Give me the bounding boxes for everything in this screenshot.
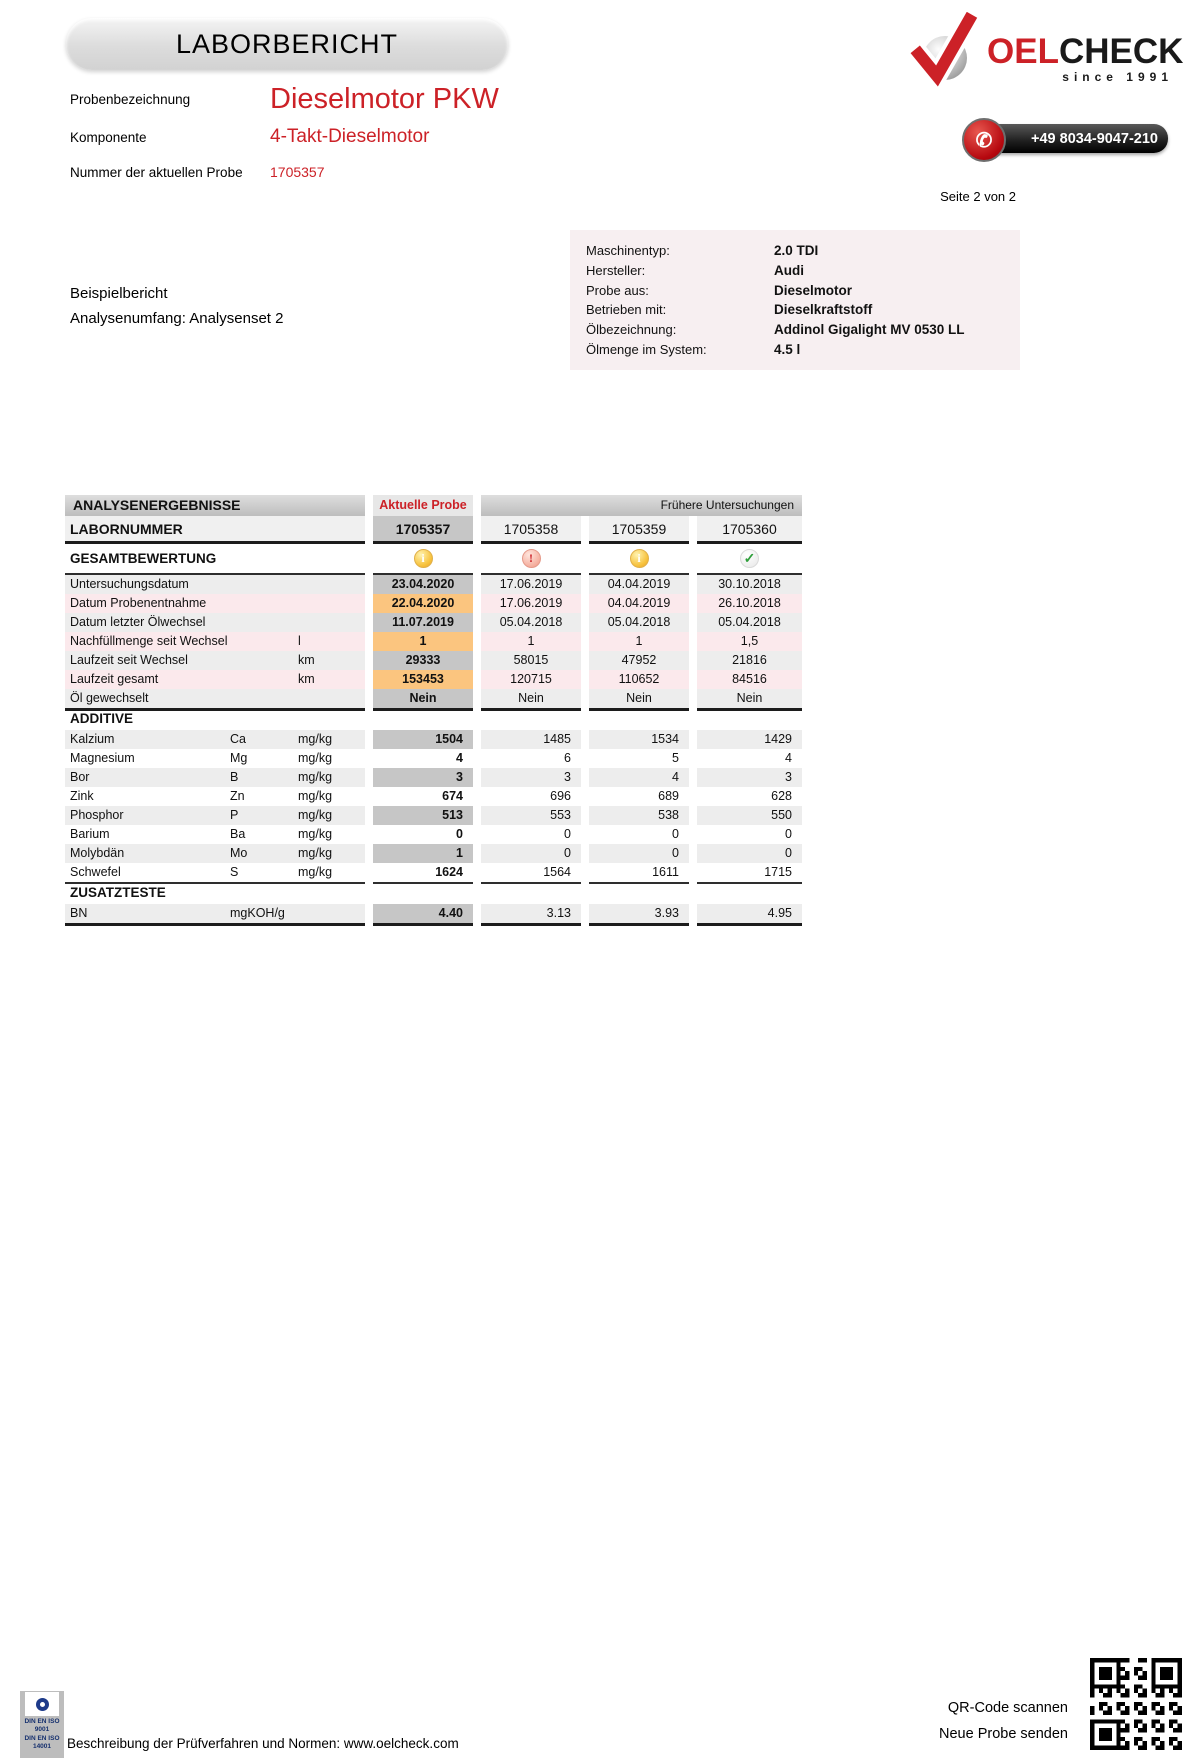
current-value-cell: 1 bbox=[373, 632, 473, 651]
row-label-cell bbox=[65, 768, 365, 787]
qr-caption-line1: QR-Code scannen bbox=[947, 1700, 1068, 1716]
row-label: GESAMTBEWERTUNG bbox=[70, 551, 217, 566]
row-label-cell bbox=[65, 844, 365, 863]
current-value-cell: 4.40 bbox=[373, 904, 473, 926]
row-label: Datum letzter Ölwechsel bbox=[70, 615, 206, 629]
rating-ok-icon: ✓ bbox=[740, 549, 759, 568]
row-label-cell bbox=[65, 806, 365, 825]
row-label: LABORNUMMER bbox=[70, 520, 183, 537]
table-header-row bbox=[65, 495, 802, 516]
general-row bbox=[65, 632, 802, 651]
machine-info-label: Ölbezeichnung: bbox=[586, 322, 677, 338]
previous-value-cell bbox=[481, 544, 581, 575]
previous-value-cell: 1,5 bbox=[697, 632, 802, 651]
machine-info-row bbox=[586, 320, 1020, 340]
row-symbol: S bbox=[230, 865, 239, 879]
report-title-text: LABORBERICHT bbox=[175, 28, 399, 59]
additive-row bbox=[65, 730, 802, 749]
current-value-cell: 0 bbox=[373, 825, 473, 844]
previous-value-cell: 1429 bbox=[697, 730, 802, 749]
row-unit: mg/kg bbox=[298, 789, 333, 803]
row-label-cell bbox=[65, 730, 365, 749]
previous-value-cell bbox=[697, 708, 802, 732]
row-unit: mg/kg bbox=[298, 865, 333, 879]
machine-info-value: 4.5 l bbox=[774, 341, 801, 357]
previous-value-cell: 84516 bbox=[697, 670, 802, 689]
previous-samples-header: Frühere Untersuchungen bbox=[481, 495, 802, 516]
oelcheck-logo bbox=[905, 12, 1184, 90]
previous-value-cell: 4 bbox=[697, 749, 802, 768]
previous-value-cell: 26.10.2018 bbox=[697, 594, 802, 613]
row-label-cell bbox=[65, 904, 365, 926]
row-symbol: Ba bbox=[230, 827, 246, 841]
general-row bbox=[65, 575, 802, 594]
current-value-cell bbox=[373, 882, 473, 906]
machine-info-value: Dieselkraftstoff bbox=[774, 302, 873, 318]
report-info-line1: Beispielbericht bbox=[70, 285, 168, 302]
machine-info-row bbox=[586, 340, 1020, 360]
rating-info-icon: i bbox=[630, 549, 649, 568]
din-iso-badge bbox=[20, 1691, 64, 1758]
row-symbol: Mo bbox=[230, 846, 248, 860]
previous-value-cell: 3.93 bbox=[589, 904, 689, 926]
row-label-cell bbox=[65, 613, 365, 632]
row-label-cell bbox=[65, 516, 365, 544]
row-unit: mg/kg bbox=[298, 846, 333, 860]
current-value-cell: 1705357 bbox=[373, 516, 473, 544]
additive-row bbox=[65, 787, 802, 806]
general-row bbox=[65, 613, 802, 632]
machine-info-value: 2.0 TDI bbox=[774, 243, 819, 258]
row-label-cell bbox=[65, 863, 365, 884]
general-row bbox=[65, 670, 802, 689]
row-label-cell bbox=[65, 575, 365, 594]
zusatztest-row bbox=[65, 904, 802, 923]
previous-value-cell bbox=[481, 708, 581, 732]
field-label-probenbezeichnung: Probenbezeichnung bbox=[70, 92, 191, 107]
previous-value-cell: 47952 bbox=[589, 651, 689, 670]
row-symbol: B bbox=[230, 770, 239, 784]
previous-value-cell: 110652 bbox=[589, 670, 689, 689]
previous-value-cell: 17.06.2019 bbox=[481, 575, 581, 594]
phone-badge bbox=[975, 124, 1168, 153]
report-title bbox=[66, 18, 508, 70]
additive-row bbox=[65, 825, 802, 844]
additive-row bbox=[65, 749, 802, 768]
row-label-cell bbox=[65, 632, 365, 651]
previous-value-cell: 05.04.2018 bbox=[697, 613, 802, 632]
brand-check: CHECK bbox=[1058, 32, 1184, 71]
row-label-cell bbox=[65, 670, 365, 689]
current-value-cell: 3 bbox=[373, 768, 473, 787]
previous-value-cell: 550 bbox=[697, 806, 802, 825]
row-label: Zink bbox=[70, 789, 94, 803]
row-unit: mg/kg bbox=[298, 827, 333, 841]
current-value-cell: 513 bbox=[373, 806, 473, 825]
row-label: Untersuchungsdatum bbox=[70, 577, 189, 591]
table-body bbox=[65, 516, 802, 923]
previous-value-cell bbox=[697, 882, 802, 906]
previous-value-cell: 0 bbox=[589, 844, 689, 863]
current-value-cell: 22.04.2020 bbox=[373, 594, 473, 613]
previous-value-cell bbox=[697, 544, 802, 575]
previous-value-cell: 0 bbox=[589, 825, 689, 844]
brand-oel: OEL bbox=[987, 32, 1059, 71]
row-label-cell bbox=[65, 787, 365, 806]
previous-value-cell: 1 bbox=[589, 632, 689, 651]
row-label-cell bbox=[65, 825, 365, 844]
previous-value-cell: 0 bbox=[697, 825, 802, 844]
previous-value-cell: 30.10.2018 bbox=[697, 575, 802, 594]
row-label-cell bbox=[65, 651, 365, 670]
phone-icon: ✆ bbox=[962, 118, 1006, 162]
labornummer-row bbox=[65, 516, 802, 544]
previous-value-cell: 628 bbox=[697, 787, 802, 806]
previous-value-cell: 05.04.2018 bbox=[589, 613, 689, 632]
current-value-cell: 23.04.2020 bbox=[373, 575, 473, 594]
previous-value-cell: Nein bbox=[697, 689, 802, 711]
current-value-cell: 153453 bbox=[373, 670, 473, 689]
field-value-komponente: 4-Takt-Dieselmotor bbox=[270, 126, 430, 147]
machine-info-row bbox=[586, 281, 1020, 301]
row-label-cell bbox=[65, 708, 365, 732]
previous-value-cell: 6 bbox=[481, 749, 581, 768]
cert-14001-line2: 14001 bbox=[32, 1742, 52, 1750]
dqs-emblem-icon bbox=[25, 1692, 59, 1716]
previous-value-cell: 1705359 bbox=[589, 516, 689, 544]
row-label: Barium bbox=[70, 827, 110, 841]
row-label: Laufzeit seit Wechsel bbox=[70, 653, 188, 667]
brand-name bbox=[987, 32, 1183, 72]
row-label-cell bbox=[65, 749, 365, 768]
row-label: ADDITIVE bbox=[70, 711, 134, 726]
general-row bbox=[65, 651, 802, 670]
row-label: ZUSATZTESTE bbox=[70, 885, 166, 900]
previous-value-cell: 3 bbox=[697, 768, 802, 787]
previous-value-cell: 538 bbox=[589, 806, 689, 825]
previous-value-cell bbox=[589, 544, 689, 575]
field-value-probenbezeichnung: Dieselmotor PKW bbox=[270, 83, 499, 115]
report-info-line2: Analysenumfang: Analysenset 2 bbox=[70, 310, 284, 327]
machine-info-box bbox=[570, 230, 1020, 370]
current-value-cell bbox=[373, 708, 473, 732]
machine-info-row bbox=[586, 261, 1020, 281]
current-value-cell: 11.07.2019 bbox=[373, 613, 473, 632]
previous-value-cell: Nein bbox=[481, 689, 581, 711]
row-label: Molybdän bbox=[70, 846, 125, 860]
row-label-cell bbox=[65, 544, 365, 575]
machine-info-value: Addinol Gigalight MV 0530 LL bbox=[774, 322, 965, 338]
logo-check-icon bbox=[907, 12, 979, 90]
row-unit: mg/kg bbox=[298, 770, 333, 784]
machine-info-label: Betrieben mit: bbox=[586, 302, 667, 318]
current-value-cell: 674 bbox=[373, 787, 473, 806]
row-symbol: P bbox=[230, 808, 239, 822]
row-unit: km bbox=[298, 653, 315, 667]
machine-info-label: Hersteller: bbox=[586, 262, 646, 278]
row-label: Phosphor bbox=[70, 808, 124, 822]
row-unit: mg/kg bbox=[298, 732, 333, 746]
current-value-cell: 29333 bbox=[373, 651, 473, 670]
current-value-cell: 4 bbox=[373, 749, 473, 768]
previous-value-cell bbox=[589, 882, 689, 906]
section-header-zusatzteste bbox=[65, 882, 802, 904]
field-label-komponente: Komponente bbox=[70, 130, 147, 145]
general-row bbox=[65, 594, 802, 613]
row-symbol: Mg bbox=[230, 751, 248, 765]
previous-value-cell: 0 bbox=[697, 844, 802, 863]
previous-value-cell: 1564 bbox=[481, 863, 581, 884]
row-label-cell bbox=[65, 594, 365, 613]
row-label: Schwefel bbox=[70, 865, 121, 879]
brand-tagline: since 1991 bbox=[1062, 70, 1173, 84]
machine-info-value: Dieselmotor bbox=[774, 282, 853, 298]
results-table bbox=[65, 495, 802, 923]
previous-value-cell: 5 bbox=[589, 749, 689, 768]
row-label: Magnesium bbox=[70, 751, 135, 765]
machine-info-label: Ölmenge im System: bbox=[586, 341, 707, 357]
additive-row bbox=[65, 844, 802, 863]
phone-number: +49 8034-9047-210 bbox=[1031, 130, 1158, 147]
row-label: Öl gewechselt bbox=[70, 691, 149, 705]
cert-14001 bbox=[24, 1735, 59, 1750]
row-unit: l bbox=[298, 634, 301, 648]
cert-14001-line1: DIN EN ISO bbox=[24, 1735, 60, 1742]
previous-value-cell: 58015 bbox=[481, 651, 581, 670]
previous-value-cell: 120715 bbox=[481, 670, 581, 689]
machine-info-label: Maschinentyp: bbox=[586, 243, 670, 258]
previous-value-cell: 4 bbox=[589, 768, 689, 787]
previous-value-cell: 1715 bbox=[697, 863, 802, 884]
row-label: Datum Probenentnahme bbox=[70, 596, 207, 610]
additive-row bbox=[65, 806, 802, 825]
current-value-cell: 1504 bbox=[373, 730, 473, 749]
row-symbol: Ca bbox=[230, 732, 246, 746]
additive-row bbox=[65, 863, 802, 882]
row-label: Nachfüllmenge seit Wechsel bbox=[70, 634, 228, 648]
additive-row bbox=[65, 768, 802, 787]
previous-value-cell: 553 bbox=[481, 806, 581, 825]
row-label: Kalzium bbox=[70, 732, 115, 746]
table-title: ANALYSENERGEBNISSE bbox=[65, 495, 365, 516]
previous-value-cell bbox=[481, 882, 581, 906]
cert-9001-line1: DIN EN ISO bbox=[24, 1718, 60, 1725]
qr-caption-line2: Neue Probe senden bbox=[939, 1726, 1068, 1742]
report-info bbox=[70, 281, 283, 331]
previous-value-cell: 1705358 bbox=[481, 516, 581, 544]
previous-value-cell: 1705360 bbox=[697, 516, 802, 544]
row-unit: mg/kg bbox=[298, 808, 333, 822]
page-indicator: Seite 2 von 2 bbox=[940, 189, 1016, 204]
field-label-probennummer: Nummer der aktuellen Probe bbox=[70, 165, 243, 180]
previous-value-cell: 0 bbox=[481, 825, 581, 844]
previous-value-cell: 1611 bbox=[589, 863, 689, 884]
previous-value-cell: 05.04.2018 bbox=[481, 613, 581, 632]
row-symbol: Zn bbox=[230, 789, 245, 803]
machine-info-row bbox=[586, 300, 1020, 320]
rating-alert-icon: ! bbox=[522, 549, 541, 568]
current-sample-header: Aktuelle Probe bbox=[373, 495, 473, 516]
previous-value-cell: 21816 bbox=[697, 651, 802, 670]
current-value-cell: 1624 bbox=[373, 863, 473, 884]
row-unit: km bbox=[298, 672, 315, 686]
previous-value-cell: Nein bbox=[589, 689, 689, 711]
cert-9001 bbox=[24, 1718, 59, 1733]
rating-info-icon: i bbox=[414, 549, 433, 568]
previous-value-cell: 3.13 bbox=[481, 904, 581, 926]
previous-value-cell: 696 bbox=[481, 787, 581, 806]
machine-info-label: Probe aus: bbox=[586, 282, 649, 298]
row-label: Bor bbox=[70, 770, 90, 784]
section-header-additive bbox=[65, 708, 802, 730]
previous-value-cell: 4.95 bbox=[697, 904, 802, 926]
row-symbol: mgKOH/g bbox=[230, 906, 285, 920]
machine-info-row bbox=[586, 241, 1020, 261]
previous-value-cell: 04.04.2019 bbox=[589, 594, 689, 613]
machine-info-value: Audi bbox=[774, 262, 804, 278]
row-label: Laufzeit gesamt bbox=[70, 672, 159, 686]
previous-value-cell bbox=[589, 708, 689, 732]
current-value-cell: Nein bbox=[373, 689, 473, 711]
gesamtbewertung-row bbox=[65, 544, 802, 575]
row-label-cell bbox=[65, 882, 365, 906]
current-value-cell bbox=[373, 544, 473, 575]
previous-value-cell: 04.04.2019 bbox=[589, 575, 689, 594]
general-row bbox=[65, 689, 802, 708]
previous-value-cell: 3 bbox=[481, 768, 581, 787]
previous-value-cell: 1485 bbox=[481, 730, 581, 749]
qr-code bbox=[1090, 1658, 1182, 1750]
previous-value-cell: 1534 bbox=[589, 730, 689, 749]
field-value-probennummer: 1705357 bbox=[270, 164, 325, 180]
previous-value-cell: 1 bbox=[481, 632, 581, 651]
row-label: BN bbox=[70, 906, 88, 920]
cert-9001-line2: 9001 bbox=[34, 1725, 50, 1733]
previous-value-cell: 17.06.2019 bbox=[481, 594, 581, 613]
footer-description: Beschreibung der Prüfverfahren und Normen: www.oelcheck.com bbox=[67, 1736, 459, 1751]
row-unit: mg/kg bbox=[298, 751, 333, 765]
previous-value-cell: 0 bbox=[481, 844, 581, 863]
previous-value-cell: 689 bbox=[589, 787, 689, 806]
current-value-cell: 1 bbox=[373, 844, 473, 863]
